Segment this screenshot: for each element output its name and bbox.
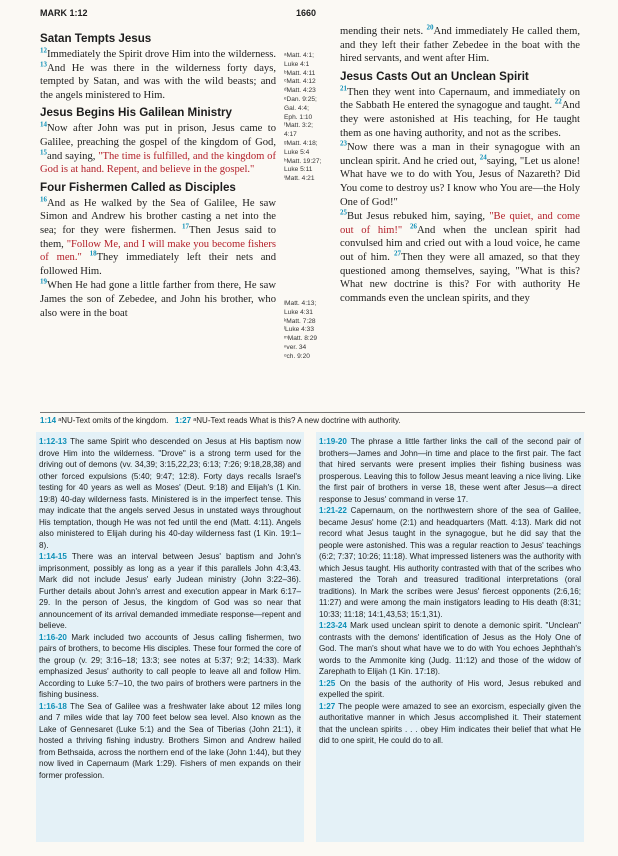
cross-reference: ᵉDan. 9:25; (284, 95, 317, 103)
study-note (319, 620, 581, 678)
cross-reference: ᶜMatt. 4:12 (284, 78, 316, 86)
study-note-text: The Sea of Galilee was a freshwater lake about 12 miles long and 7 miles wide that lay 700 feet below sea level. Also known as the Lake of Gennesaret (Luke 5:1) and the Sea of Tiberias (John 21:1), it hosted a thriving fishing industry. Brothers Simon and Andrew hailed from Bethsaida, across the northern end of the lake (John 1:44), but they now lived in Capernaum (Mark 1:29). Fishers of men expands on their former profession. (39, 701, 301, 780)
verse-number: 15 (40, 148, 47, 157)
verse-text: They immediately left their nets and followed Him. (40, 252, 276, 277)
verse-number: 24 (479, 153, 487, 162)
cross-reference: Luke 5:11 (284, 166, 313, 174)
words-of-jesus: "Follow Me, and I will make you become fishers of men." (40, 238, 276, 264)
verse-text: Then they went into Capernaum, and immediately on the Sabbath He entered the synagogue and taught. (340, 86, 580, 112)
verse-number: 27 (394, 249, 402, 258)
verse-paragraph (340, 25, 580, 66)
chapter-reference: MARK 1:12 (40, 8, 88, 18)
study-note (39, 551, 301, 632)
cross-reference: ᵐMatt. 8:29 (284, 335, 318, 343)
study-note-ref: 1:12-13 (39, 437, 71, 446)
study-note (319, 436, 581, 505)
verse-text: And as He walked by the Sea of Galilee, He saw Simon and Andrew his brother casting a net into the sea; for they were fishermen. (40, 197, 276, 236)
cross-reference: ⁿver. 34 (284, 343, 307, 351)
study-note (39, 632, 301, 701)
cross-reference: ᵒch. 9:20 (284, 352, 310, 360)
study-notes-right (316, 432, 584, 842)
study-note (39, 436, 301, 551)
cross-reference: ʰMatt. 19:27; (284, 157, 322, 165)
verse-paragraph (40, 48, 276, 102)
cross-reference: Gal. 4:4; (284, 104, 309, 112)
verse-text: Now after John was put in prison, Jesus came to Galilee, preaching the gospel of the kingdom of God, (40, 123, 276, 148)
cross-reference: Luke 4:31 (284, 308, 313, 316)
verse-number: 12 (40, 46, 47, 55)
study-note-text: There was an interval between Jesus' baptism and John's imprisonment, possibly as long as a year if this parallels John 4:3,43. Mark did not include Jesus' early Judean ministry (John 3:22–36). Further details about John's arrest and execution appear in Mark 6:17–29. In the person of Jesus, the kingdom of God was so near that announcement of its arrival demanded immediate response—repent and believe. (39, 552, 301, 630)
study-note-text: The phrase a little farther links the call of the second pair of brothers—James and John—in time and place to the first pair. The fact that hired servants were present implies their fishing business was prosperous. Leaving this to follow Jesus meant leaving a nice living. Like the first pair of brothers in verse 18, these went after Jesus—a direct response to Jesus' command in verse 17. (319, 437, 581, 504)
section-heading: Satan Tempts Jesus (40, 32, 152, 45)
verse-paragraph (40, 197, 276, 279)
study-note-text: The same Spirit who descended on Jesus at His baptism now drove Him into the wilderness. "Drove" is a strong term used for the driving out of demons (vv. 34,39; 3:15,22,23; 6:13; 7:26; 9:18,28,38) and other forced expulsions (5:40; 9:47; 12:8). Forty days recalls Israel's testing for 40 years as well as Moses' (Deut. 9:18) and Elijah's (1 Kin. 19:8) 40-day wilderness fasts. Ministered is in the imperfect tense. This may indicate that the angels served Jesus in unstated ways throughout His temptation, though He was not fed until the end (Matt. 4:11). Angels also ministered to Elijah during his 40-day wilderness fast (1 Kin. 19:1–8). (39, 437, 302, 550)
study-note-ref: 1:19-20 (319, 437, 351, 446)
verse-number: 23 (340, 139, 347, 148)
section-heading: Jesus Begins His Galilean Ministry (40, 106, 233, 120)
verse-text: saying, "Let us alone! What have we to do with You, Jesus of Nazareth? Did You come to destroy us? I know who You are—the Holy One of God!" (340, 155, 580, 208)
verse-text: Immediately the Spirit drove Him into the wilderness. (47, 49, 276, 60)
words-of-jesus: "Be quiet, and come out of him!" (340, 211, 580, 236)
verse-text: mending their nets. (340, 26, 424, 37)
section-heading: Jesus Casts Out an Unclean Spirit (340, 69, 529, 83)
cross-reference: ⁱMatt. 4:21 (284, 175, 315, 183)
textual-notes (40, 412, 585, 426)
verse-text: And when the unclean spirit had convulsed him and cried out with a loud voice, he came out of him. (340, 224, 580, 263)
verse-number: 20 (426, 23, 434, 32)
study-note-ref: 1:25 (319, 678, 340, 688)
verse-paragraph (340, 86, 580, 140)
verse-number: 22 (554, 97, 562, 106)
verse-paragraph (340, 210, 580, 305)
verse-text: and saying, (47, 150, 96, 162)
verse-text: And immediately He called them, and they left their father Zebedee in the boat with the hired servants, and went after Him. (340, 26, 580, 65)
textual-note-text: ᵃNU-Text reads What is this? A new doctrine with authority. (193, 416, 401, 425)
verse-number: 18 (89, 249, 97, 258)
cross-reference: ᵃMatt. 4:1; (284, 52, 314, 59)
verse-text: Now there was a man in their synagogue with an unclean spirit. And he cried out, (340, 142, 580, 167)
study-note (319, 701, 581, 747)
study-note-text: Mark included two accounts of Jesus calling fishermen, two pairs of brothers, to become His disciples. These four formed the core of the group (v. 29; 3:16–18; 13:3; see notes at 5:37; 9:2; 14:33). Mark emphasized Jesus' authority to call people to leave all and follow Him. According to Luke 5:7–10, the two pairs of brothers were partners in the fishing business. (39, 632, 301, 699)
cross-references-top (284, 52, 321, 184)
verse-text: But Jesus rebuked him, saying, (347, 211, 486, 223)
words-of-jesus: "The time is fulfilled, and the kingdom of God is at hand. Repent, and believe in the gospel." (40, 150, 276, 176)
verse-paragraph (40, 279, 276, 320)
study-note-text: Capernaum, on the northwestern shore of the sea of Galilee, became Jesus' home (2:1) and headquarters (Matt. 4:13). Mark did not record what Jesus taught in the synagogue, but he did say that the people were astonished. This was a regular reaction to Jesus' teachings (6:2; 7:37; 10:26; 11:18). What impressed listeners was the authority with which Jesus taught. His authority contrasted with that of the scribes who mastered the Torah and treasured traditional interpretations (oral traditions). In Mark the scribes were Jesus' fiercest opponents (2:6,16; 11:27) and were among the main instigators leading to His death (8:31; 10:33; 11:18; 14:1,43,53; 15:1,31). (319, 506, 581, 619)
verse-number: 21 (340, 84, 347, 93)
scripture-left-column (40, 28, 276, 321)
verse-number: 26 (410, 222, 418, 231)
study-note-ref: 1:14-15 (39, 552, 72, 561)
cross-reference: ˡLuke 4:33 (284, 326, 315, 334)
textual-note-ref: 1:27 (175, 416, 192, 425)
cross-reference: Luke 5:4 (284, 148, 310, 156)
cross-reference: Luke 4:1 (284, 60, 310, 68)
scripture-right-column (340, 25, 580, 306)
verse-text: And they were astonished at His teaching, for He taught them as one having authority, and not as the scribes. (340, 100, 580, 139)
verse-number: 19 (40, 277, 47, 286)
verse-text: When He had gone a little farther from there, He saw James the son of Zebedee, and John his brother, who also were in the boat (40, 280, 276, 319)
verse-paragraph (40, 122, 276, 176)
verse-text: Then Jesus said to them, (40, 224, 277, 250)
cross-reference: ᵇMatt. 4:11 (284, 69, 316, 77)
section-heading: Four Fishermen Called as Disciples (40, 180, 236, 194)
cross-reference: ᵈMatt. 4:23 (284, 87, 316, 95)
page-header (0, 6, 618, 20)
cross-reference: ᶠMatt. 3:2; (284, 122, 313, 130)
page-number: 1660 (296, 8, 317, 18)
verse-paragraph (340, 141, 580, 209)
study-note-text: Mark used unclean spirit to denote a demonic spirit. "Unclean" contrasts with the demons' identification of Jesus as the Holy One of God. The man's shout what have we to do with You echoes Jephthah's words to the Ammonite king (Judg. 11:12) and those of the widow of Zarephath to Elijah (1 Kin. 17:18). (319, 621, 581, 676)
cross-references-bottom (284, 300, 317, 362)
cross-reference: 4:17 (284, 131, 297, 139)
study-note-ref: 1:21-22 (319, 506, 351, 515)
study-note-ref: 1:16-18 (39, 701, 71, 711)
textual-note-ref: 1:14 (40, 416, 57, 425)
study-note-text: On the basis of the authority of His word, Jesus rebuked and expelled the spirit. (319, 678, 582, 699)
study-note-ref: 1:23-24 (319, 621, 351, 630)
cross-reference: Eph. 1:10 (284, 113, 313, 121)
study-note-text: The people were amazed to see an exorcism, especially given the authoritative manner in which Jesus accomplished it. Their statement that the unclean spirits . . . obey Him indicates their belief that what He did to one spirit, He could do to all. (319, 701, 581, 745)
verse-number: 25 (340, 208, 347, 217)
verse-number: 14 (40, 120, 47, 129)
verse-number: 16 (40, 195, 47, 204)
verse-text: Then they were all amazed, so that they questioned among themselves, saying, "What is this? What new doctrine is this? For with authority He commands even the unclean spirits, and they (340, 251, 580, 304)
study-notes-left (36, 432, 304, 842)
study-note (319, 678, 581, 701)
cross-reference: ᵍMatt. 4:18; (284, 139, 318, 147)
verse-text: And He was there in the wilderness forty days, tempted by Satan, and was with the wild beasts; and the angels ministered to Him. (40, 62, 276, 101)
cross-reference: ʲMatt. 4:13; (284, 300, 317, 307)
verse-number: 17 (181, 222, 189, 231)
study-note (319, 505, 581, 620)
cross-reference: ᵏMatt. 7:28 (284, 317, 316, 325)
textual-note-text: ᵃNU-Text omits of the kingdom. (58, 416, 169, 425)
study-note-ref: 1:27 (319, 701, 339, 711)
study-note-ref: 1:16-20 (39, 632, 72, 642)
study-note (39, 701, 301, 782)
verse-number: 13 (40, 60, 47, 69)
